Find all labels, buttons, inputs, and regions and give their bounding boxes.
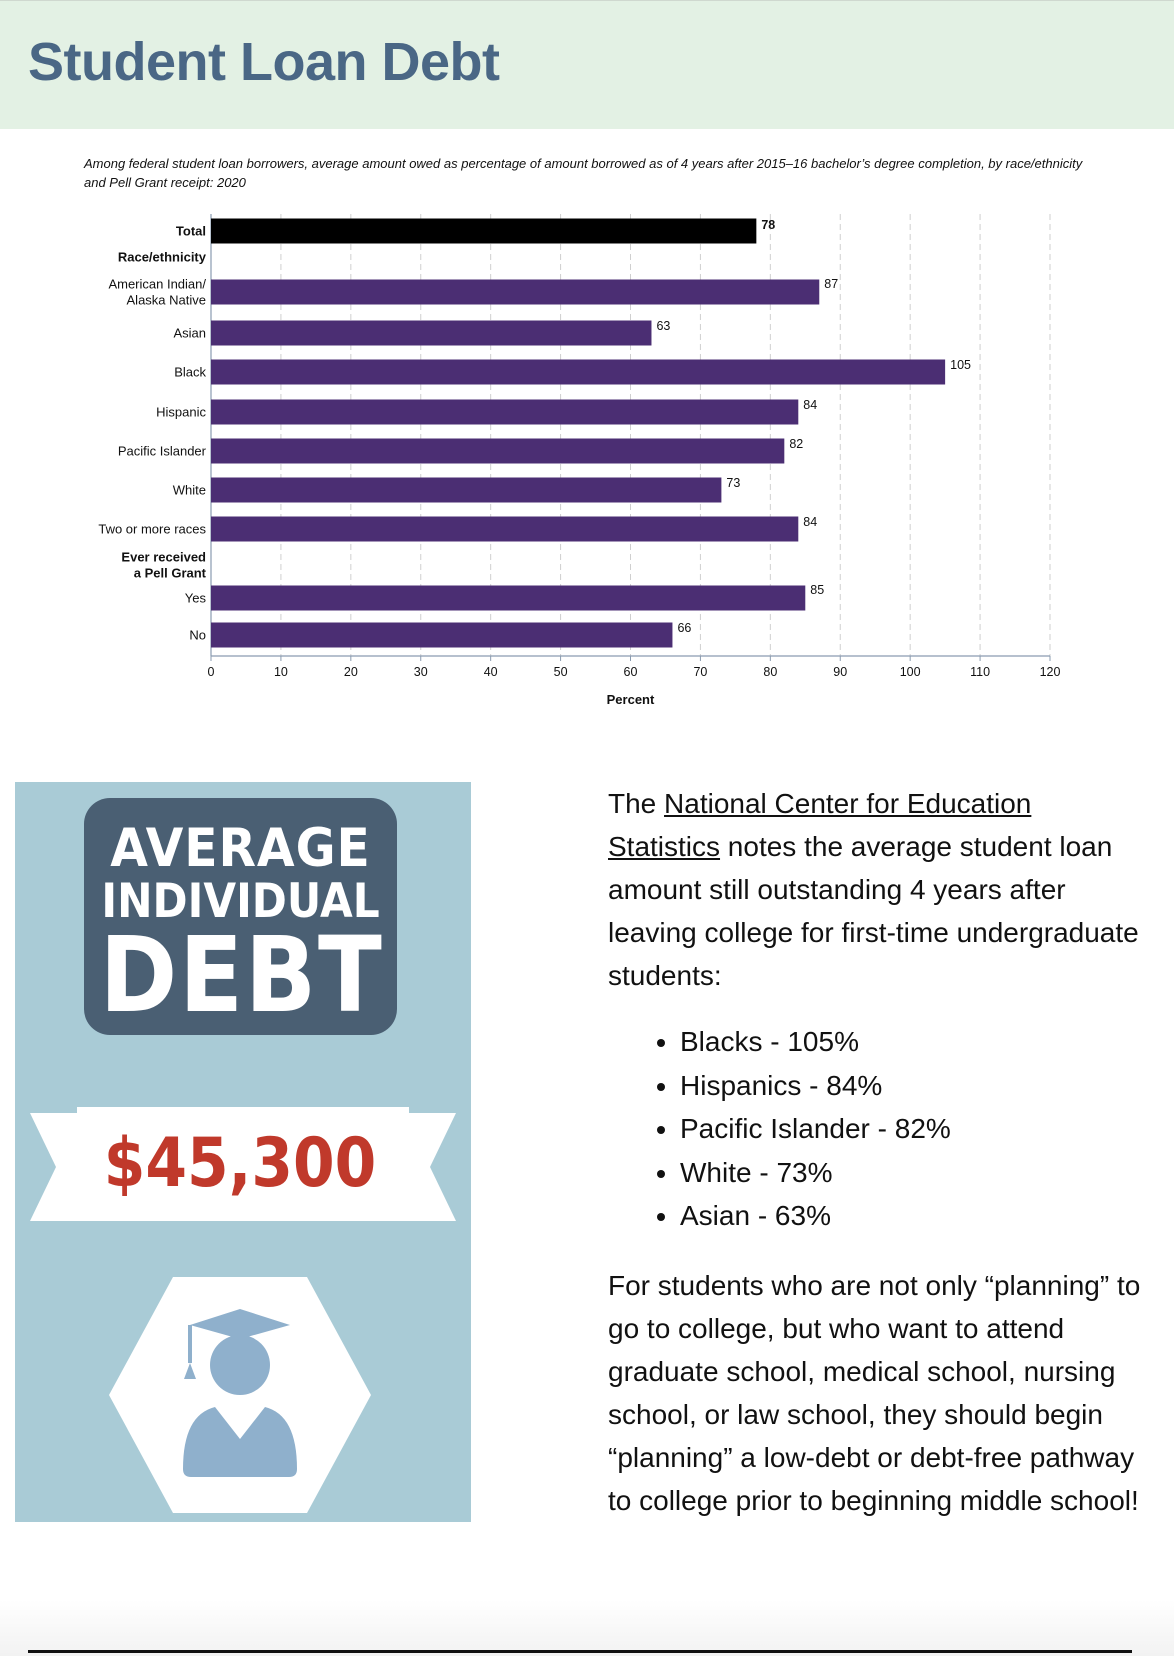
average-debt-infographic xyxy=(15,782,471,1522)
list-item: • White - 73% xyxy=(680,1151,1148,1195)
graduate-icon xyxy=(105,1277,375,1517)
x-tick-label: 30 xyxy=(413,665,428,679)
data-label: 87 xyxy=(824,277,839,291)
category-label: Yes xyxy=(184,590,206,606)
bar xyxy=(211,517,798,542)
page-header xyxy=(0,0,1174,129)
category-label: Asian xyxy=(173,325,206,341)
category-label: Total xyxy=(175,223,206,239)
x-tick-label: 20 xyxy=(343,665,358,679)
list-item: • Pacific Islander - 82% xyxy=(680,1107,1148,1151)
bar xyxy=(211,439,784,464)
bar xyxy=(211,400,798,425)
x-tick-label: 100 xyxy=(899,665,921,679)
debt-percentage-list xyxy=(608,1020,1148,1238)
x-tick-label: 10 xyxy=(273,665,288,679)
bar-chart xyxy=(0,200,1174,720)
category-label: American Indian/ xyxy=(108,276,206,292)
bar xyxy=(211,219,756,244)
x-tick-label: 90 xyxy=(833,665,848,679)
article-text xyxy=(608,782,1148,1522)
data-label: 84 xyxy=(803,398,818,412)
data-label: 85 xyxy=(810,583,825,597)
bar xyxy=(211,321,651,346)
x-tick-label: 120 xyxy=(1039,665,1061,679)
data-label: 66 xyxy=(677,621,692,635)
data-label: 78 xyxy=(761,218,776,232)
bar xyxy=(211,280,819,305)
intro-suffix: notes the average student loan amount still outstanding 4 years after leaving college for first-time undergraduate students: xyxy=(608,831,1139,991)
footer-shade xyxy=(0,1600,1174,1656)
x-tick-label: 70 xyxy=(693,665,708,679)
data-label: 63 xyxy=(656,319,671,333)
x-tick-label: 110 xyxy=(970,665,991,679)
badge-line-debt: DEBT xyxy=(99,914,384,1036)
category-header-label: Ever received xyxy=(121,549,206,565)
x-tick-label: 80 xyxy=(763,665,778,679)
category-label: Two or more races xyxy=(98,521,206,537)
category-label: White xyxy=(172,482,206,498)
x-axis-label: Percent xyxy=(606,692,655,707)
list-item: • Asian - 63% xyxy=(680,1194,1148,1238)
bar xyxy=(211,360,945,385)
category-label: Hispanic xyxy=(156,404,206,420)
bar xyxy=(211,478,721,503)
page-title: Student Loan Debt xyxy=(28,32,500,92)
nces-link[interactable]: National Center for Education Statistics xyxy=(608,788,1032,862)
closing-paragraph: For students who are not only “planning” to go to college, but who want to attend graduate school, medical school, nursing school, or law school, they should begin “planning” a low-debt or debt-free pathway to college prior to beginning middle school! xyxy=(608,1269,1141,1516)
intro-paragraph xyxy=(608,782,1148,997)
footer-divider xyxy=(28,1650,1132,1653)
x-tick-label: 40 xyxy=(483,665,498,679)
data-label: 105 xyxy=(950,358,971,372)
average-debt-amount: $45,300 xyxy=(103,1124,377,1203)
category-header-label: a Pell Grant xyxy=(133,565,206,581)
category-label: Pacific Islander xyxy=(117,443,206,459)
category-label: Alaska Native xyxy=(126,292,206,308)
badge-line-individual: INDIVIDUAL xyxy=(101,874,380,929)
x-tick-label: 50 xyxy=(553,665,568,679)
chart-title: Among federal student loan borrowers, average amount owed as percentage of amount borrowed as of 4 years after 2015–16 bachelor’s degree completion, by race/ethnicity and Pell Grant receipt: 2020 xyxy=(84,156,1083,190)
data-label: 82 xyxy=(789,437,804,451)
bar xyxy=(211,586,805,611)
category-label: Black xyxy=(174,364,206,380)
category-header-label: Race/ethnicity xyxy=(117,249,206,265)
data-label: 84 xyxy=(803,515,818,529)
bar xyxy=(211,623,672,648)
average-debt-badge xyxy=(84,798,397,1035)
category-label: No xyxy=(189,627,206,643)
list-item: • Hispanics - 84% xyxy=(680,1064,1148,1108)
intro-prefix: The xyxy=(608,788,665,819)
badge-line-average: AVERAGE xyxy=(110,818,371,879)
list-item: • Blacks - 105% xyxy=(680,1020,1148,1064)
data-label: 73 xyxy=(726,476,741,490)
x-tick-label: 60 xyxy=(623,665,638,679)
x-tick-label: 0 xyxy=(207,665,215,679)
